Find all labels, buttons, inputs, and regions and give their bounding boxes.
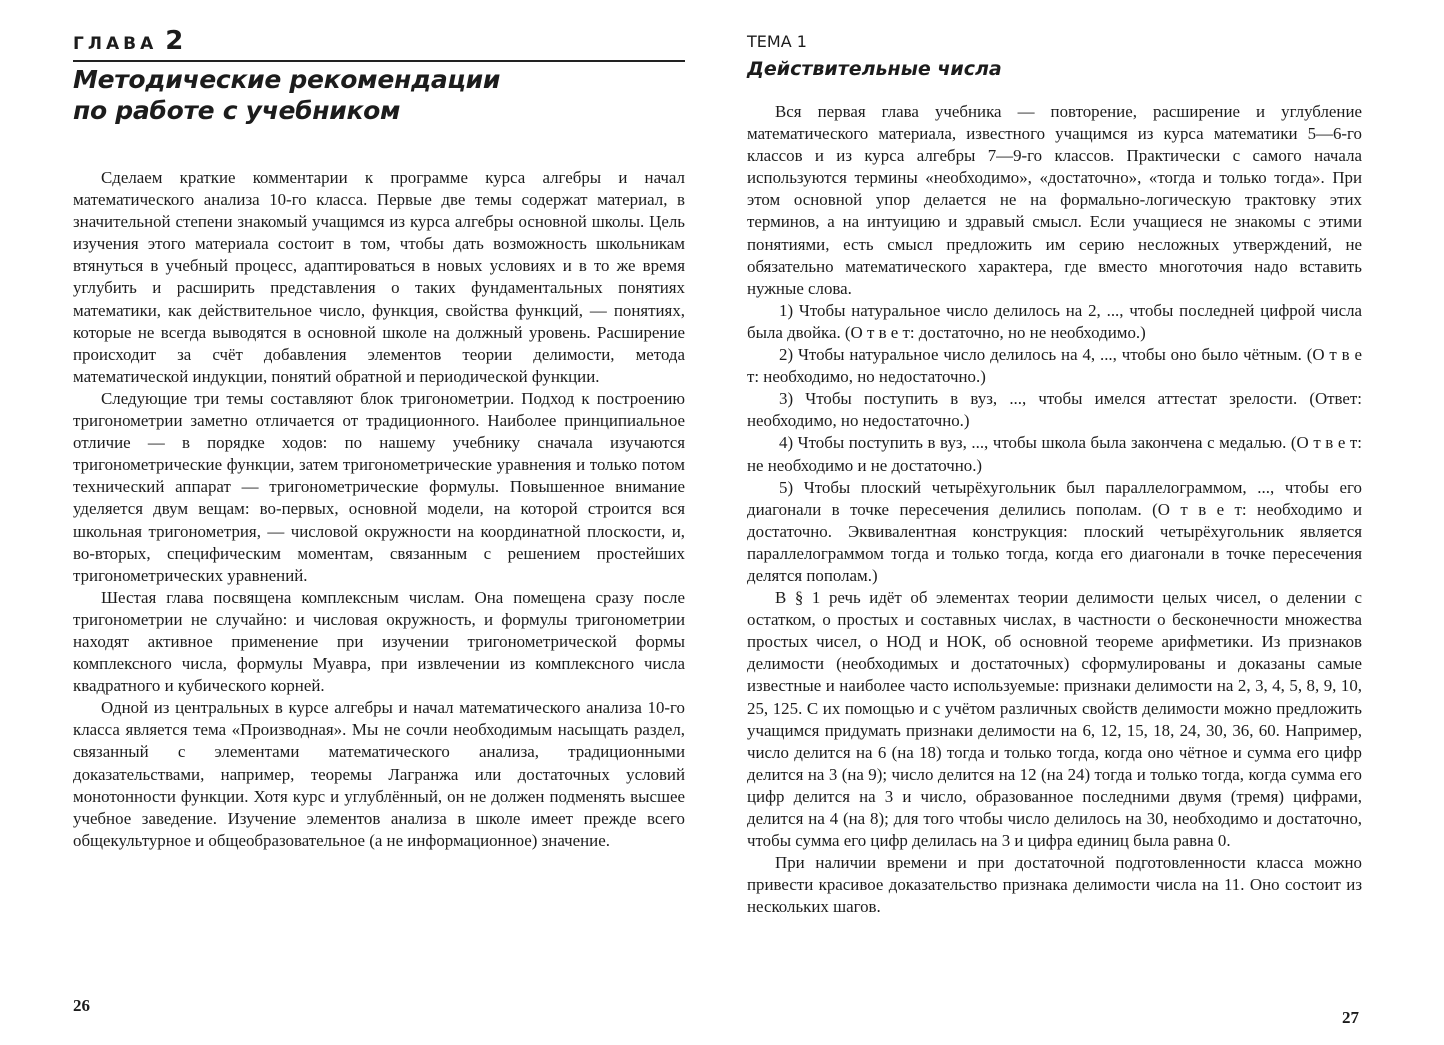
right-page-body (747, 101, 1362, 918)
chapter-title-line-2: по работе с учебником (73, 96, 401, 125)
chapter-label: ГЛАВА (73, 34, 158, 54)
list-item: 4) Чтобы поступить в вуз, ..., чтобы школа была закончена с медалью. (О т в е т: не необходимо и не достаточно.) (747, 433, 1362, 475)
paragraph: Одной из центральных в курсе алгебры и начал математического анализа 10-го класса является тема «Производная». Мы не сочли необходимым насыщать раздел, связанный с элементами математического анализа, традиционными доказательствами, например, теоремы Лагранжа или достаточных условий монотонности функции. Хотя курс и углублённый, он не должен подменять высшее учебное заведение. Изучение элементов анализа в школе имеет прежде всего общекультурное и общеобразовательное (а не информационное) значение. (73, 698, 685, 850)
page-number: 26 (73, 996, 90, 1015)
topic-label: ТЕМА 1 (747, 32, 807, 51)
list-item: 2) Чтобы натуральное число делилось на 4, ..., чтобы оно было чётным. (О т в е т: необходимо, но недостаточно.) (747, 345, 1362, 387)
section-paragraph: В § 1 речь идёт об элементах теории делимости целых чисел, о делении с остатком, о простых и составных числах, в частности о бесконечности множества простых чисел, о НОД и НОК, об основной теореме арифметики. Из признаков делимости (необходимых и достаточных) сформулированы и доказаны самые известные и наиболее часто используемые: признаки делимости на 2, 3, 4, 5, 8, 9, 10, 25, 125. С их помощью и с учётом различных свойств делимости можно предложить учащимся придумать признаки делимости на 6, 12, 15, 18, 24, 30, 36, 60. Например, число делится на 6 (на 18) тогда и только тогда, когда оно чётное и сумма его цифр делится на 3 (на 9); число делится на 12 (на 24) тогда и только тогда, когда сумма его цифр делится на 3 и число, образованное последними двумя (тремя) цифрами, делится на 4 (на 8); для того чтобы число делилось на 30, необходимо и достаточно, чтобы сумма его цифр делилась на 3 и цифра единиц была равна 0. (747, 588, 1362, 851)
intro-paragraph: Вся первая глава учебника — повторение, расширение и углубление математического материала, известного учащимся из курса математики 5—6-го классов и из курса алгебры 7—9-го классов. Практически с самого начала используются термины «необходимо», «достаточно», «тогда и только тогда». При этом основной упор делается не на формально-логическую трактовку этих терминов, а на интуицию и здравый смысл. Если учащиеся не знакомы с этими понятиями, есть смысл предложить им серию несложных утверждений, не обязательно математического характера, где вместо многоточия надо вставить нужные слова. (747, 102, 1362, 298)
list-item: 5) Чтобы плоский четырёхугольник был параллелограммом, ..., чтобы его диагонали в точке пересечения делились пополам. (О т в е т: необходимо и достаточно. Эквивалентная конструкция: плоский четырёхугольник является параллелограммом тогда и только тогда, когда его диагонали в точке пересечения делятся пополам.) (747, 477, 1362, 585)
paragraph: Шестая глава посвящена комплексным числам. Она помещена сразу после тригонометрии не случайно: и числовая окружность, и формулы тригонометрии находят активное применение при изучении тригонометрической формы комплексного числа, формулы Муавра, при извлечении из комплексного числа квадратного и кубического корней. (73, 587, 685, 696)
page-number: 27 (1342, 1008, 1359, 1027)
left-page-body (73, 167, 685, 852)
closing-paragraph: При наличии времени и при достаточной подготовленности класса можно привести красивое доказательство признака делимости числа на 11. Оно состоит из нескольких шагов. (747, 853, 1362, 917)
paragraph: Сделаем краткие комментарии к программе курса алгебры и начал математического анализа 10-го класса. Первые две темы содержат материал, в значительной степени знакомый учащимся из курса алгебры основной школы. Цель изучения этого материала состоит в том, чтобы дать возможность школьникам втянуться в учебный процесс, адаптироваться в новых условиях и в то же время углубить и расширить представления о таких фундаментальных понятиях математики, как действительное число, функция, свойства функций, — понятиях, которые не всегда выводятся в основной школе на должный уровень. Расширение происходит за счёт добавления элементов теории делимости, метода математической индукции, понятий обратной и периодической функции. (73, 168, 685, 386)
chapter-header (73, 26, 685, 62)
right-page (722, 0, 1444, 1045)
chapter-number: 2 (165, 26, 184, 56)
list-item: 1) Чтобы натуральное число делилось на 2, ..., чтобы последней цифрой числа была двойка. (О т в е т: достаточно, но не необходимо.) (747, 300, 1362, 342)
chapter-title (73, 64, 685, 126)
chapter-title-line-1: Методические рекомендации (73, 65, 501, 94)
list-item: 3) Чтобы поступить в вуз, ..., чтобы имелся аттестат зрелости. (Ответ: необходимо, но недостаточно.) (747, 389, 1362, 431)
topic-title: Действительные числа (747, 58, 1002, 80)
paragraph: Следующие три темы составляют блок тригонометрии. Подход к построению тригонометрии заметно отличается от традиционного. Наиболее принципиальное отличие — в порядке ходов: по нашему учебнику сначала изучаются тригонометрические функции, затем тригонометрические уравнения и только потом технический аппарат — тригонометрические формулы. Повышенное внимание уделяется двум вещам: во-первых, основной модели, на которой строится вся школьная тригонометрия, — числовой окружности на координатной плоскости, и, во-вторых, специфическим моментам, связанным с решением простейших тригонометрических уравнений. (73, 388, 685, 585)
